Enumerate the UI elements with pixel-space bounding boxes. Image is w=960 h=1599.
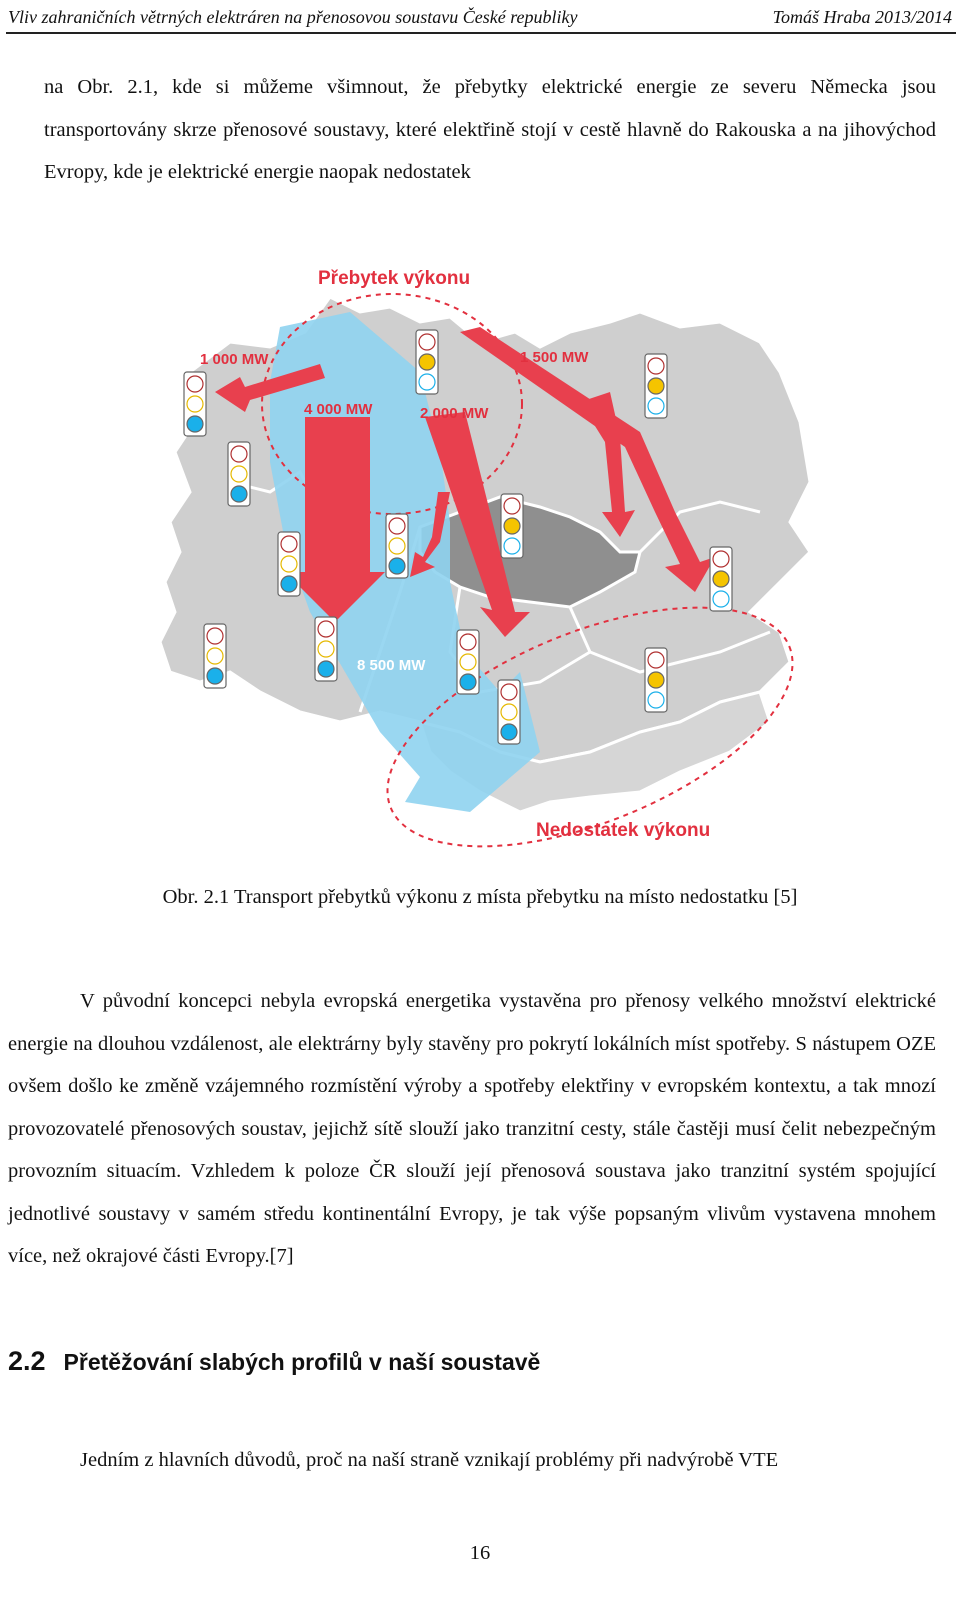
header-title: Vliv zahraničních větrných elektráren na přenosovou soustavu České republiky (8, 7, 578, 27)
header-author-year: Tomáš Hraba 2013/2014 (772, 7, 952, 27)
body-paragraph-2: V původní koncepci nebyla evropská energetika vystavěna pro přenosy velkého množství elektrické energie na dlouhou vzdálenost, ale elektrárny byly stavěny pro pokrytí lokálních míst spotřeby. S nástupem OZE ovšem došlo ke změně vzájemného rozmístění výroby a spotřeby elektřiny v evropském kontextu, a tak mnozí provozovatelé přenosových soustav, jejichž sítě slouží jako tranzitní cesty, stále častěji musí čelit nebezpečným provozním situacím. Vzhledem k poloze ČR slouží její přenosová soustava jako tranzitní systém spojující jednotlivé soustavy v samém středu kontinentální Evropy, je tak výše popsaným vlivům vystavena mnohem více, než okrajové části Evropy.[7] (8, 990, 936, 1267)
flow-label-8500: 8 500 MW (357, 657, 426, 674)
traffic-light-w4 (204, 624, 226, 688)
section-number: 2.2 (8, 1346, 46, 1376)
traffic-light-s3 (498, 680, 520, 744)
traffic-light-cz (501, 494, 523, 558)
page-number: 16 (469, 1542, 491, 1564)
traffic-light-w1 (184, 372, 206, 436)
flow-label-1000: 1 000 MW (200, 351, 269, 368)
traffic-light-s2 (457, 630, 479, 694)
flow-label-4000: 4 000 MW (304, 401, 373, 418)
section-title: Přetěžování slabých profilů v naší soustavě (63, 1349, 541, 1375)
power-flow-map-figure (120, 252, 820, 857)
surplus-label: Přebytek výkonu (318, 268, 471, 289)
running-header (6, 4, 956, 34)
traffic-light-e1 (645, 354, 667, 418)
traffic-light-s1 (315, 617, 337, 681)
traffic-light-w2 (228, 442, 250, 506)
intro-paragraph: na Obr. 2.1, kde si můžeme všimnout, že přebytky elektrické energie ze severu Německa jsou transportovány skrze přenosové soustavy, které elektřině stojí v cestě hlavně do Rakouska a na jihovýchod Evropy, kde je elektrické energie naopak nedostatek (44, 76, 936, 183)
section-heading (8, 1346, 540, 1377)
traffic-light-e2 (710, 547, 732, 611)
flow-label-2000: 2 000 MW (420, 405, 489, 422)
deficit-label: Nedostatek výkonu (536, 820, 711, 841)
body-paragraph-3: Jedním z hlavních důvodů, proč na naší straně vznikají problémy při nadvýrobě VTE (80, 1449, 779, 1471)
traffic-light-c1 (386, 514, 408, 578)
traffic-light-w3 (278, 532, 300, 596)
figure-caption: Obr. 2.1 Transport přebytků výkonu z místa přebytku na místo nedostatku [5] (162, 886, 798, 908)
flow-label-1500: 1 500 MW (520, 349, 589, 366)
traffic-light-se (645, 648, 667, 712)
traffic-light-n1 (416, 330, 438, 394)
